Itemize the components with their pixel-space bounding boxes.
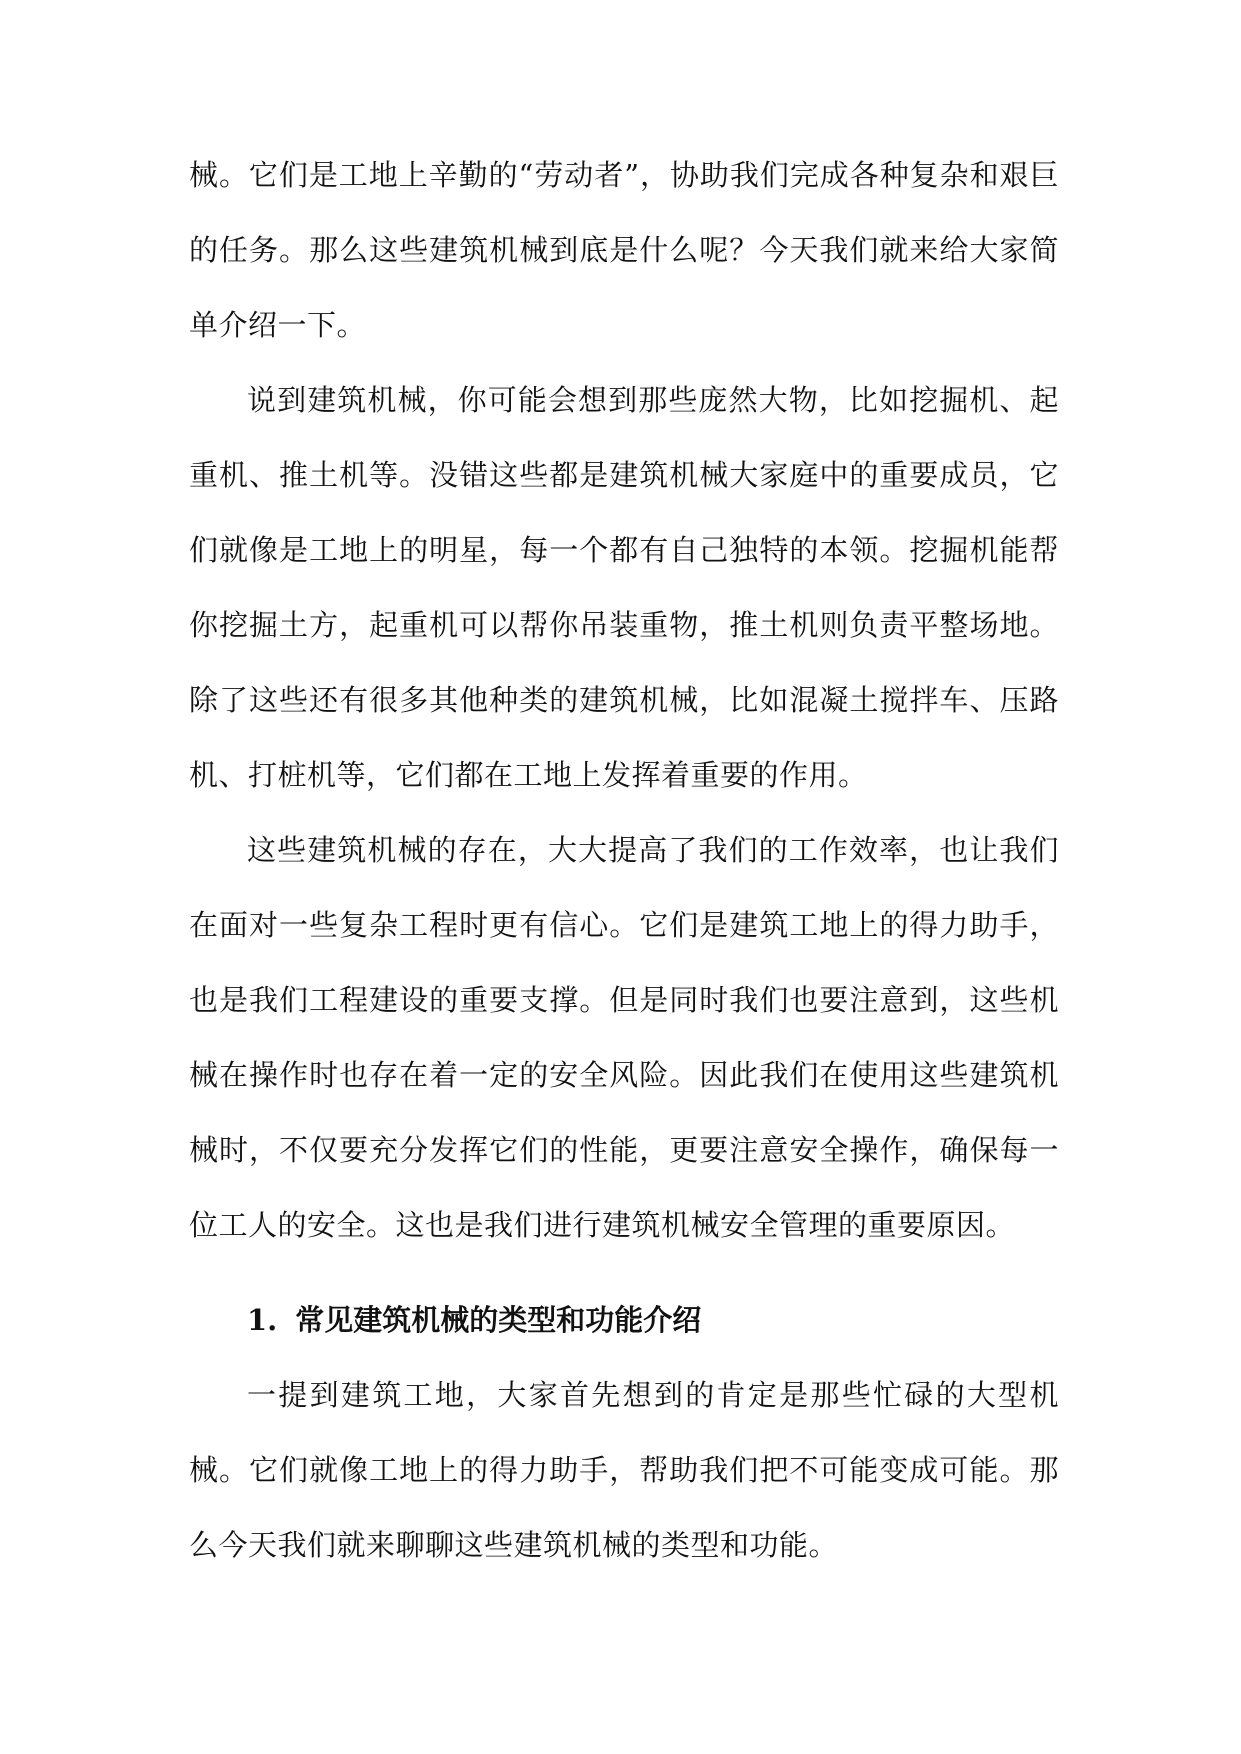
paragraph-section-intro: 一提到建筑工地，大家首先想到的肯定是那些忙碌的大型机械。它们就像工地上的得力助手，帮助我们把不可能变成可能。那么今天我们就来聊聊这些建筑机械的类型和功能。 bbox=[189, 1378, 1059, 1562]
section-heading-title: 常见建筑机械的类型和功能介绍 bbox=[295, 1303, 702, 1337]
paragraph-construction-machinery-intro: 说到建筑机械，你可能会想到那些庞然大物，比如挖掘机、起重机、推土机等。没错这些都是建筑机械大家庭中的重要成员，它们就像是工地上的明星，每一个都有自己独特的本领。挖掘机能帮你挖掘土方，起重机可以帮你吊装重物，推土机则负责平整场地。除了这些还有很多其他种类的建筑机械，比如混凝土搅拌车、压路机、打桩机等，它们都在工地上发挥着重要的作用。 bbox=[189, 383, 1059, 792]
section-heading bbox=[189, 1283, 1059, 1358]
paragraph-continuation: 械。它们是工地上辛勤的“劳动者”，协助我们完成各种复杂和艰巨的任务。那么这些建筑机械到底是什么呢？今天我们就来给大家简单介绍一下。 bbox=[189, 158, 1059, 342]
document-body bbox=[189, 138, 1059, 1583]
section-heading-number: 1. bbox=[247, 1303, 278, 1337]
paragraph-safety-importance: 这些建筑机械的存在，大大提高了我们的工作效率，也让我们在面对一些复杂工程时更有信心。它们是建筑工地上的得力助手，也是我们工程建设的重要支撑。但是同时我们也要注意到，这些机械在操作时也存在着一定的安全风险。因此我们在使用这些建筑机械时，不仅要充分发挥它们的性能，更要注意安全操作，确保每一位工人的安全。这也是我们进行建筑机械安全管理的重要原因。 bbox=[189, 833, 1059, 1242]
